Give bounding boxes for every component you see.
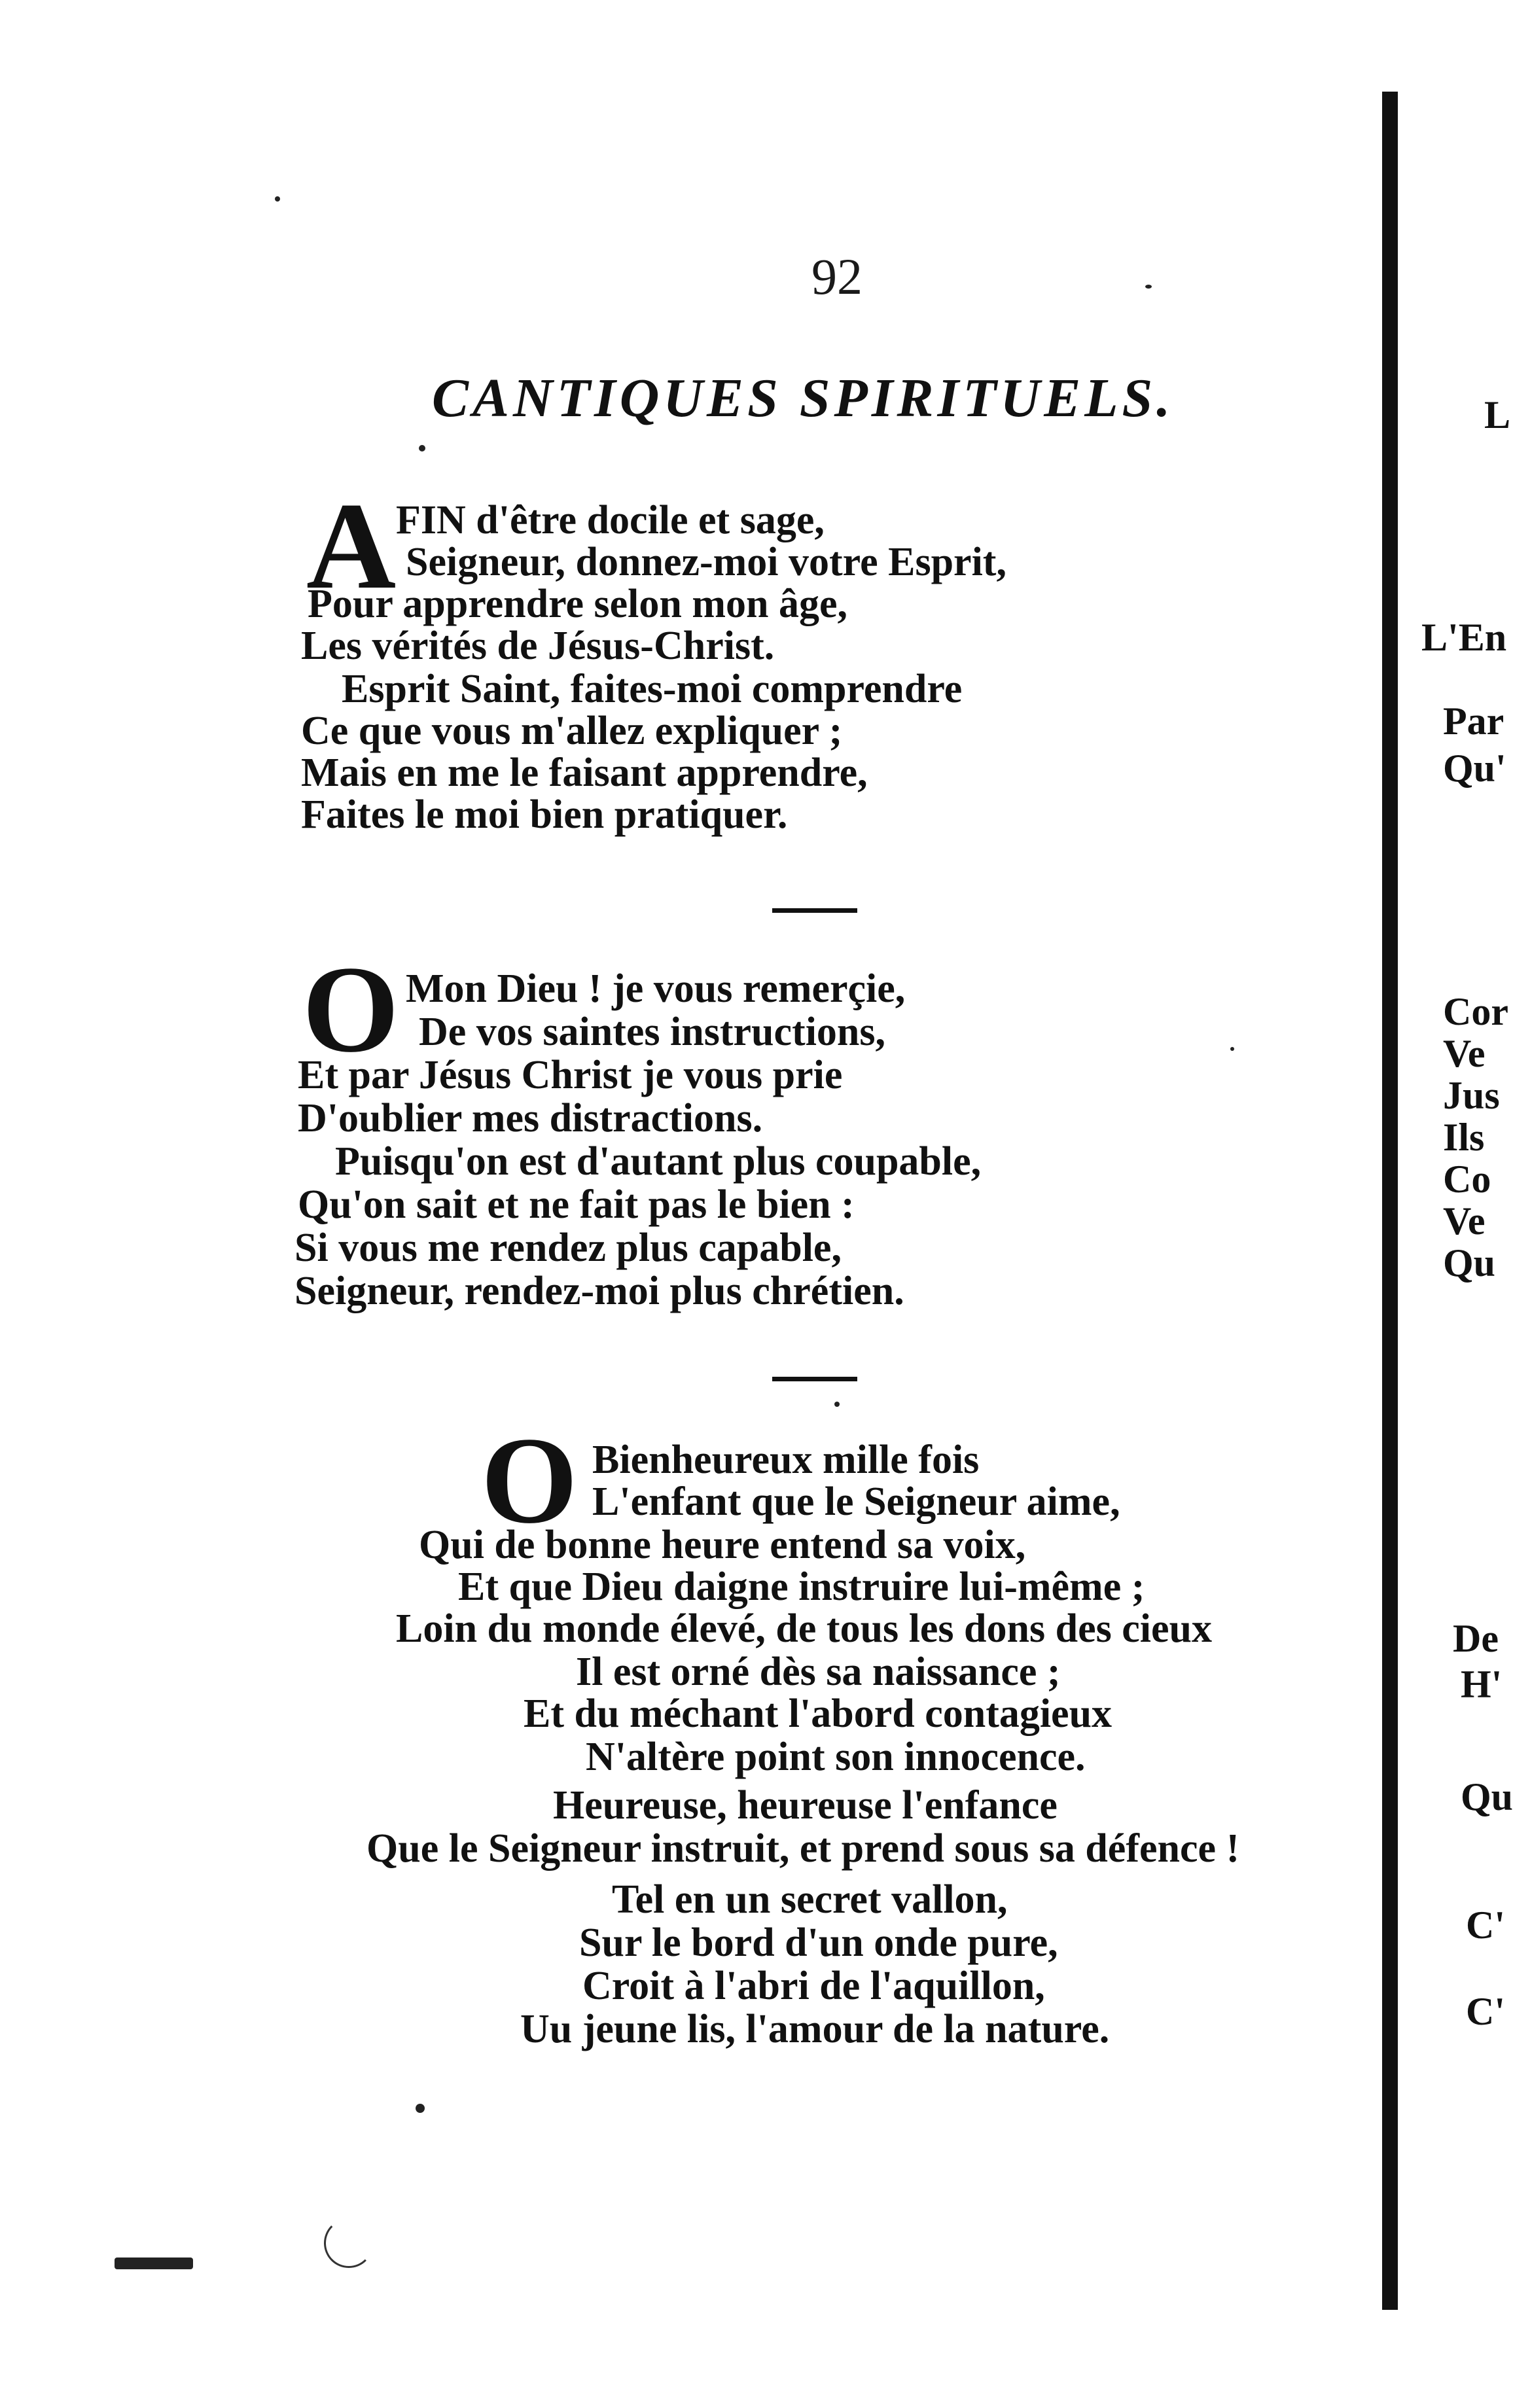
binding-gutter: [1382, 92, 1398, 2310]
section-rule: [772, 908, 857, 913]
stanza-line: Bienheureux mille fois: [592, 1438, 980, 1482]
stanza-line: FIN d'être docile et sage,: [396, 498, 825, 542]
stanza-line: Et que Dieu daigne instruire lui-même ;: [458, 1565, 1145, 1609]
stanza-line: Mais en me le faisant apprendre,: [301, 751, 868, 795]
stanza-line: Croit à l'abri de l'aquillon,: [582, 1964, 1045, 2008]
dropcap-o: O: [302, 941, 399, 1078]
stanza-line: Si vous me rendez plus capable,: [294, 1226, 842, 1270]
stanza-line: Il est orné dès sa naissance ;: [576, 1650, 1061, 1694]
facing-fragment: C': [1466, 1990, 1505, 2033]
dropcap-o: O: [481, 1412, 578, 1549]
stanza-line: Qui de bonne heure entend sa voix,: [419, 1523, 1026, 1567]
stanza-line: Pour apprendre selon mon âge,: [308, 582, 848, 626]
stanza-line: Heureuse, heureuse l'enfance: [553, 1783, 1058, 1828]
stanza-line: Puisqu'on est d'autant plus coupable,: [335, 1139, 982, 1184]
facing-fragment: Par: [1443, 699, 1504, 743]
stanza-line: Les vérités de Jésus-Christ.: [301, 624, 775, 668]
stanza-line: Ce que vous m'allez expliquer ;: [301, 709, 843, 753]
facing-fragment: Ils: [1443, 1116, 1485, 1159]
stanza-line: Esprit Saint, faites-moi comprendre: [342, 667, 963, 711]
stanza-line: Faites le moi bien pratiquer.: [301, 792, 788, 837]
stanza-line: Mon Dieu ! je vous remerçie,: [406, 966, 906, 1011]
facing-fragment: Jus: [1443, 1074, 1500, 1117]
facing-fragment: Qu: [1443, 1241, 1496, 1284]
facing-fragment: H': [1461, 1663, 1503, 1706]
stanza-line: N'altère point son innocence.: [586, 1735, 1086, 1779]
page-number: 92: [811, 248, 863, 305]
stanza-line: Qu'on sait et ne fait pas le bien :: [298, 1182, 855, 1227]
scan-speck: [1145, 285, 1152, 289]
scan-speck: [275, 196, 280, 202]
facing-fragment: Cor: [1443, 990, 1508, 1033]
stanza-line: L'enfant que le Seigneur aime,: [592, 1479, 1120, 1524]
scan-speck: [1230, 1047, 1234, 1051]
facing-fragment: Qu': [1443, 747, 1506, 790]
facing-fragment: L'En: [1421, 616, 1507, 659]
stanza-line: Seigneur, rendez-moi plus chrétien.: [294, 1269, 904, 1313]
facing-fragment: C': [1466, 1903, 1505, 1947]
scan-mark: [324, 2218, 374, 2268]
stanza-line: De vos saintes instructions,: [419, 1010, 886, 1054]
stanza-line: Que le Seigneur instruit, et prend sous sa défence !: [366, 1826, 1240, 1871]
stanza-line: Seigneur, donnez-moi votre Esprit,: [406, 540, 1006, 584]
stanza-line: Tel en un secret vallon,: [612, 1877, 1008, 1922]
stanza-line: Uu jeune lis, l'amour de la nature.: [520, 2007, 1110, 2051]
facing-fragment: Qu: [1461, 1775, 1513, 1818]
stanza-line: Et du méchant l'abord contagieux: [524, 1691, 1112, 1736]
stanza-line: Et par Jésus Christ je vous prie: [298, 1053, 843, 1097]
scan-speck: [416, 2104, 425, 2113]
facing-fragment: Ve: [1443, 1032, 1486, 1075]
facing-fragment: Co: [1443, 1158, 1491, 1201]
facing-fragment: Ve: [1443, 1199, 1486, 1243]
scan-speck: [115, 2258, 193, 2269]
running-title: CANTIQUES SPIRITUELS.: [432, 368, 1175, 429]
section-rule: [772, 1377, 857, 1381]
stanza-line: D'oublier mes distractions.: [298, 1096, 763, 1141]
scan-speck: [419, 445, 425, 452]
stanza-line: Sur le bord d'un onde pure,: [579, 1921, 1058, 1965]
stanza-line: Loin du monde élevé, de tous les dons des cieux: [396, 1606, 1213, 1651]
facing-fragment: L: [1484, 393, 1511, 436]
scan-speck: [834, 1402, 840, 1407]
facing-fragment: De: [1453, 1617, 1499, 1660]
dropcap-a: A: [306, 478, 397, 615]
